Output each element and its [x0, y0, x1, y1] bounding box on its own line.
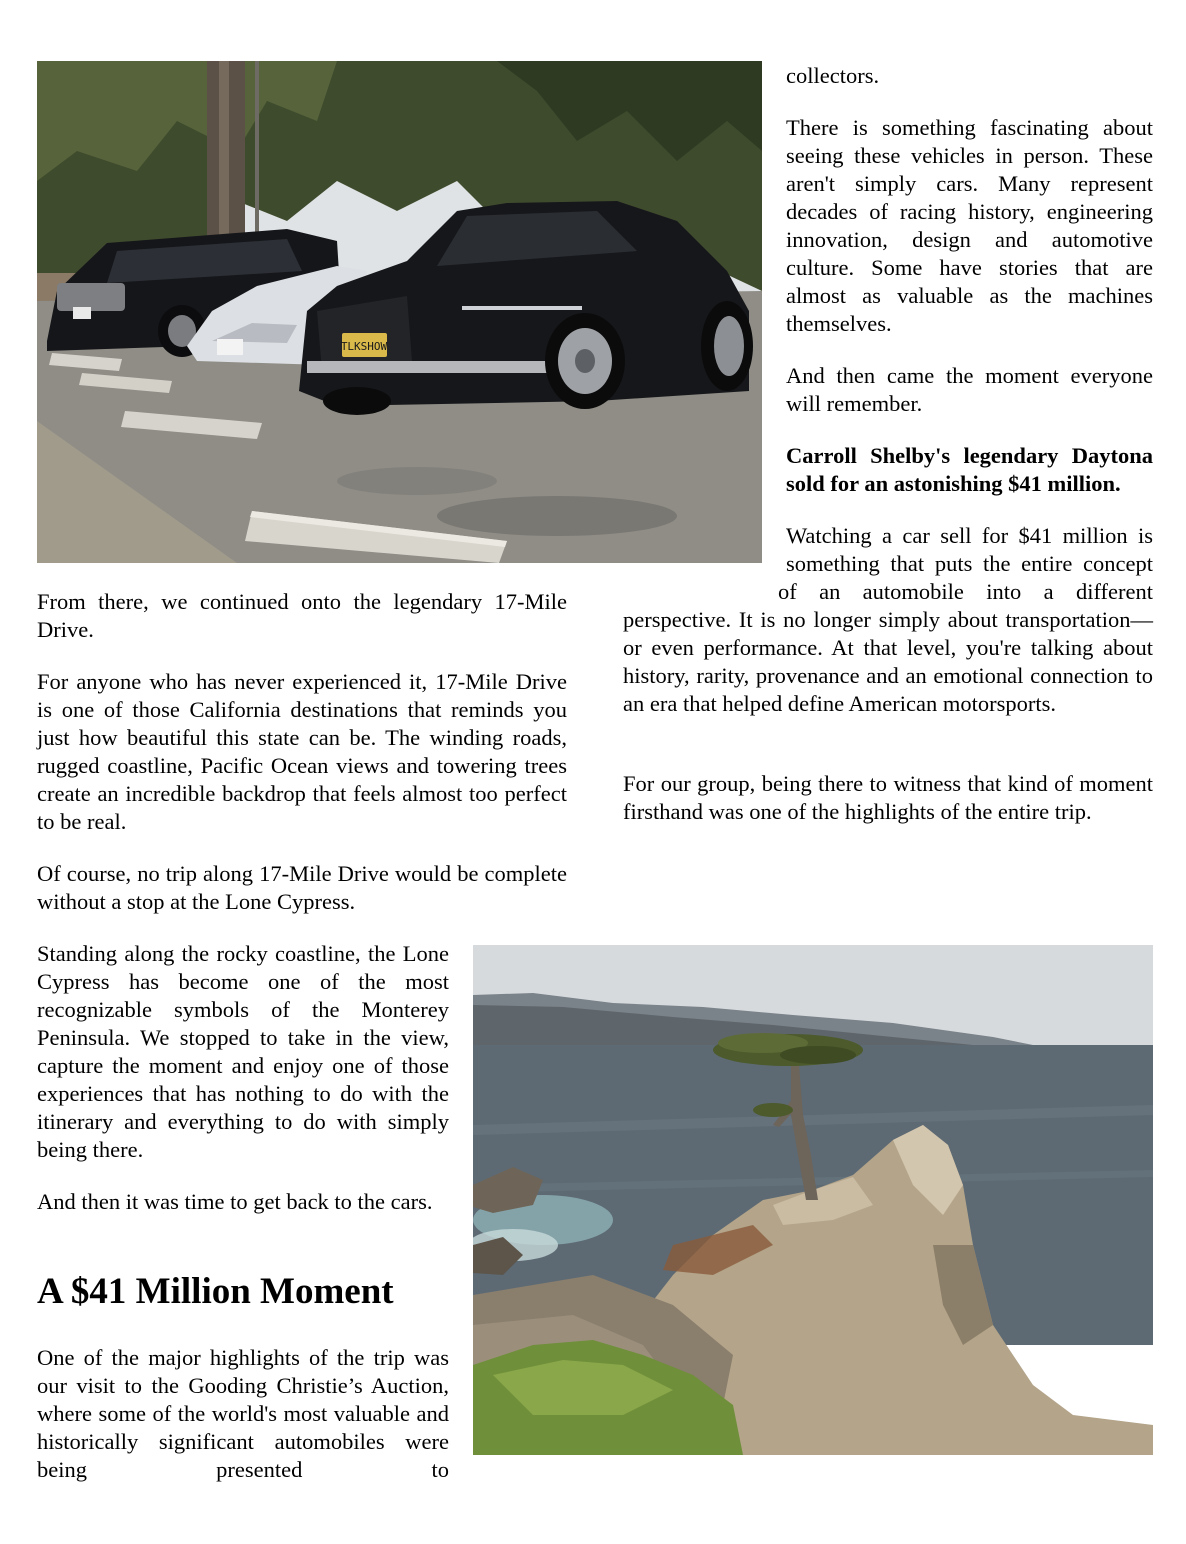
paragraph-standing: Standing along the rocky coastline, the Lone Cypress has become one of the most recognizable symbols of the Monterey Peninsula. We stopped to take in the view, capture the moment and enjoy one of those experiences that has nothing to do with the itinerary and everything to do with simply being there. — [37, 941, 449, 1162]
paragraph-from-there: From there, we continued onto the legendary 17-Mile Drive. — [37, 589, 567, 642]
paragraph-moment: And then came the moment everyone will remember. — [786, 363, 1153, 416]
paragraph-anyone: For anyone who has never experienced it, 17-Mile Drive is one of those California destinations that reminds you just how beautiful this state can be. The winding roads, rugged coastline, Pacific Ocean views and towering trees create an incredible backdrop that feels almost too perfect to be real. — [37, 669, 567, 834]
paragraph-of-course: Of course, no trip along 17-Mile Drive would be complete without a stop at the Lone Cypress. — [37, 861, 567, 914]
paragraph-watching-line-3: of an automobile into a different — [778, 579, 1153, 604]
paragraph-fascinating: There is something fascinating about seeing these vehicles in person. These aren't simply cars. Many represent decades of racing history, engineering innovation, design and automotive culture. Some have stories that are almost as valuable as the machines themselves. — [786, 115, 1153, 336]
parked-cars-photo — [37, 61, 762, 563]
paragraph-back-to-cars: And then it was time to get back to the cars. — [37, 1189, 433, 1214]
license-plate-text: TLKSHOW — [340, 340, 388, 353]
paragraph-watching-rest: perspective. It is no longer simply about transportation—or even performance. At that level, you're talking about history, rarity, provenance and an emotional connection to an era that helped define American motorsports. — [623, 607, 1153, 716]
section-heading: A $41 Million Moment — [37, 1271, 394, 1312]
paragraph-gooding: One of the major highlights of the trip was our visit to the Gooding Christie’s Auction, where some of the world's most valuable and historically significant automobiles were being presented to — [37, 1345, 449, 1482]
paragraph-group: For our group, being there to witness that kind of moment firsthand was one of the highlights of the entire trip. — [623, 771, 1153, 824]
paragraph-watching-line-2: something that puts the entire concept — [786, 551, 1153, 576]
paragraph-daytona-bold: Carroll Shelby's legendary Daytona sold for an astonishing $41 million. — [786, 443, 1153, 496]
paragraph-watching-line-1: Watching a car sell for $41 million is — [786, 523, 1153, 548]
lone-cypress-photo — [473, 945, 1153, 1455]
paragraph-collectors: collectors. — [786, 63, 880, 88]
